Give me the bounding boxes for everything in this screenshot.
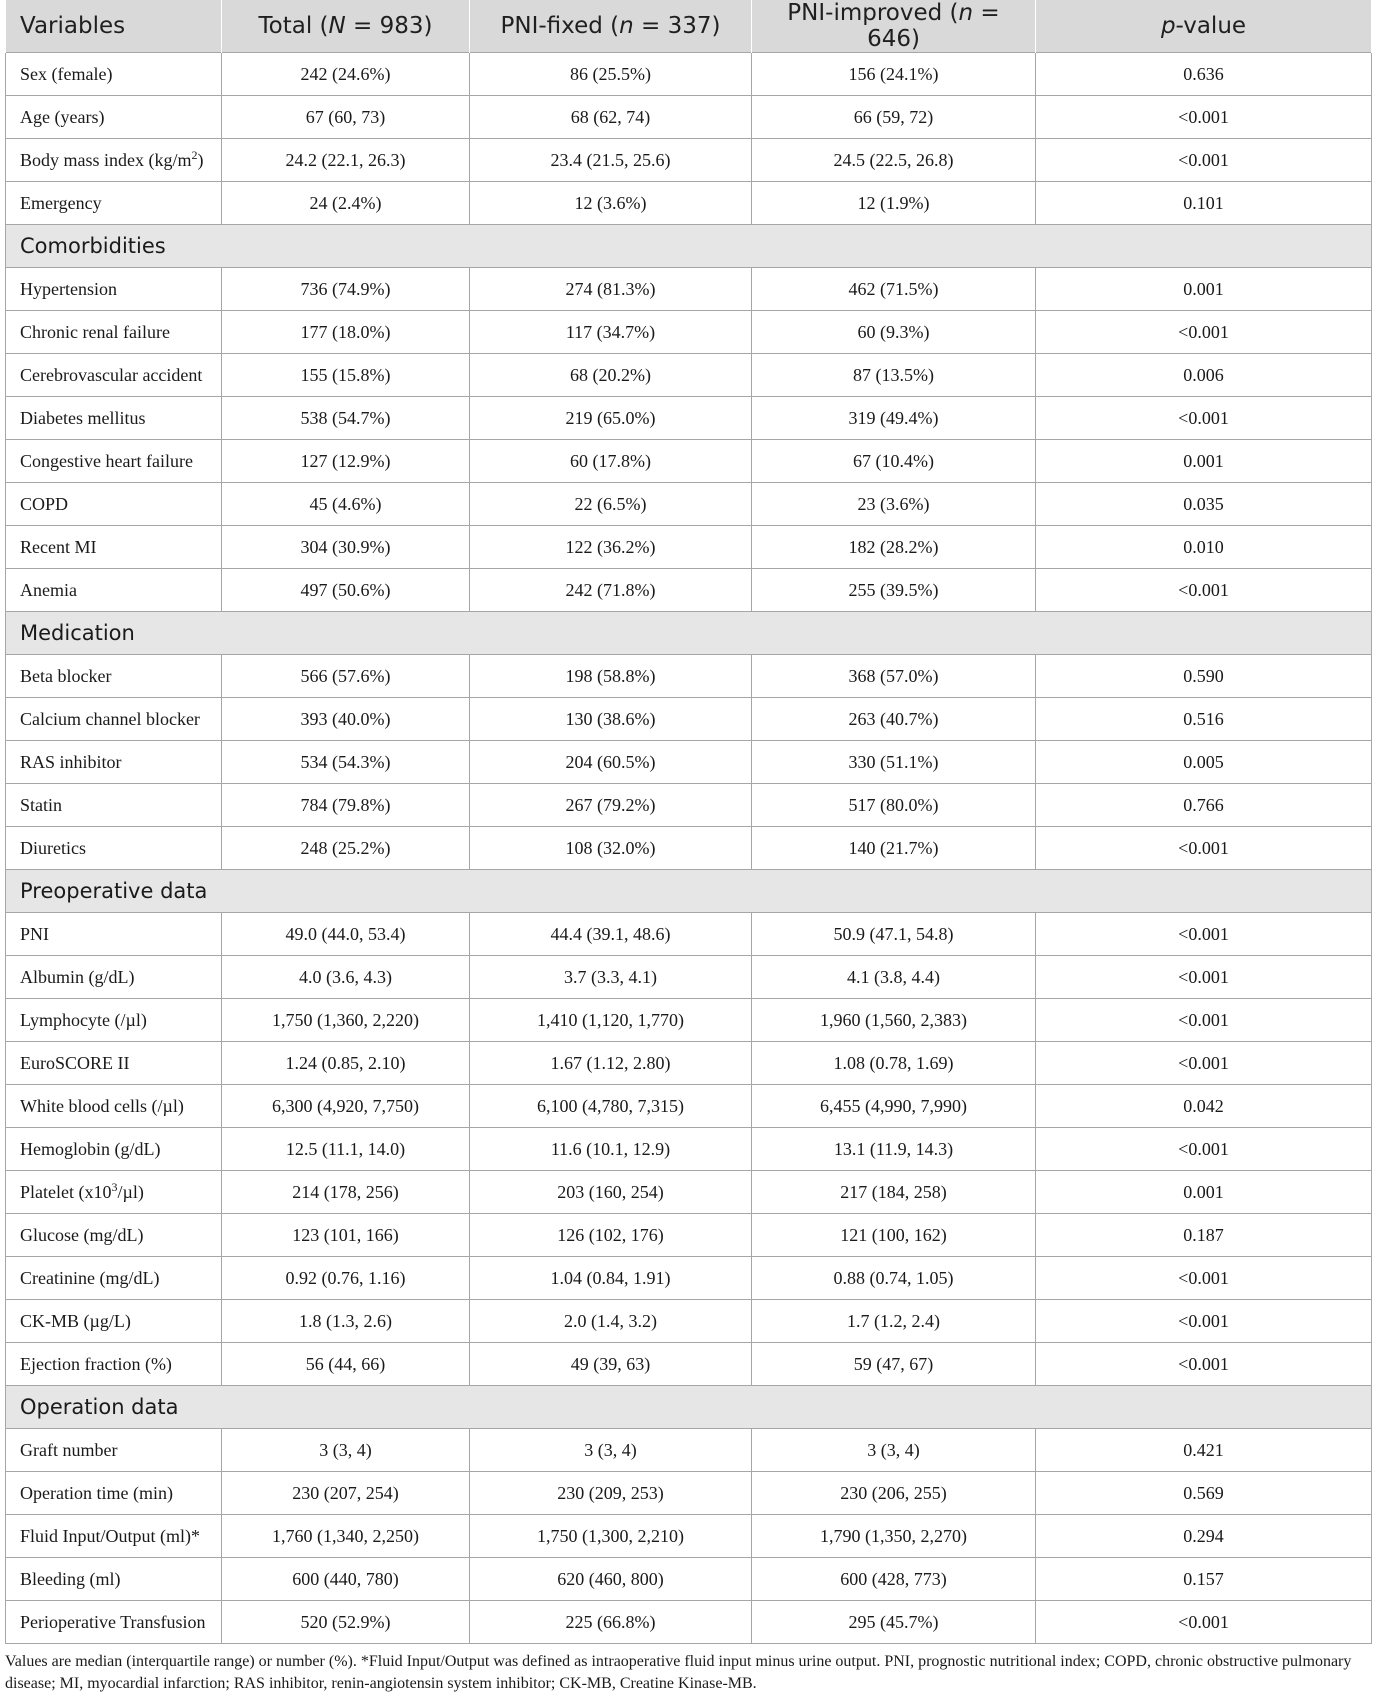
total-cell: 1.24 (0.85, 2.10) (222, 1042, 470, 1085)
pni-improved-cell: 295 (45.7%) (752, 1601, 1036, 1644)
total-cell: 49.0 (44.0, 53.4) (222, 913, 470, 956)
pni-fixed-cell: 126 (102, 176) (470, 1214, 752, 1257)
pni-improved-cell: 230 (206, 255) (752, 1472, 1036, 1515)
total-cell: 6,300 (4,920, 7,750) (222, 1085, 470, 1128)
table-row (6, 741, 1372, 784)
table-row (6, 268, 1372, 311)
pni-improved-cell: 0.88 (0.74, 1.05) (752, 1257, 1036, 1300)
table-row (6, 655, 1372, 698)
section-header-row (6, 1386, 1372, 1429)
variable-label: Diabetes mellitus (6, 397, 222, 440)
pni-fixed-cell: 49 (39, 63) (470, 1343, 752, 1386)
p-value-cell: 0.590 (1036, 655, 1372, 698)
table-row (6, 1257, 1372, 1300)
total-cell: 784 (79.8%) (222, 784, 470, 827)
total-cell: 56 (44, 66) (222, 1343, 470, 1386)
total-cell: 230 (207, 254) (222, 1472, 470, 1515)
pni-fixed-cell: 130 (38.6%) (470, 698, 752, 741)
total-cell: 242 (24.6%) (222, 53, 470, 96)
variable-label: Hemoglobin (g/dL) (6, 1128, 222, 1171)
table-footnote: Values are median (interquartile range) or number (%). *Fluid Input/Output was defined as intraoperative fluid input minus urine output. PNI, prognostic nutritional index; COPD, chronic obstructive pulmonary disease; MI, myocardial infarction; RAS inhibitor, renin-angiotensin system inhibitor; CK-MB, Creatine Kinase-MB. (5, 1653, 1352, 1692)
table-row (6, 956, 1372, 999)
baseline-characteristics-table (5, 0, 1372, 1644)
pni-fixed-cell: 1.04 (0.84, 1.91) (470, 1257, 752, 1300)
section-title: Preoperative data (6, 870, 1372, 913)
table-row (6, 913, 1372, 956)
p-value-cell: <0.001 (1036, 311, 1372, 354)
table-row (6, 440, 1372, 483)
table-row (6, 1085, 1372, 1128)
variable-label: Statin (6, 784, 222, 827)
variable-label: White blood cells (/µl) (6, 1085, 222, 1128)
pni-fixed-cell: 3.7 (3.3, 4.1) (470, 956, 752, 999)
total-cell: 155 (15.8%) (222, 354, 470, 397)
variable-label: Congestive heart failure (6, 440, 222, 483)
header-variables: Variables (6, 0, 222, 53)
pni-improved-cell: 319 (49.4%) (752, 397, 1036, 440)
p-value-cell: 0.569 (1036, 1472, 1372, 1515)
p-value-cell: 0.035 (1036, 483, 1372, 526)
table-row (6, 311, 1372, 354)
p-value-cell: <0.001 (1036, 1343, 1372, 1386)
table-container (5, 0, 1371, 1695)
total-cell: 248 (25.2%) (222, 827, 470, 870)
p-value-cell: <0.001 (1036, 569, 1372, 612)
p-value-cell: <0.001 (1036, 1128, 1372, 1171)
table-row (6, 1429, 1372, 1472)
pni-fixed-cell: 204 (60.5%) (470, 741, 752, 784)
section-title: Medication (6, 612, 1372, 655)
p-value-cell: 0.294 (1036, 1515, 1372, 1558)
p-value-cell: 0.187 (1036, 1214, 1372, 1257)
total-cell: 24 (2.4%) (222, 182, 470, 225)
variable-label: Bleeding (ml) (6, 1558, 222, 1601)
total-cell: 1.8 (1.3, 2.6) (222, 1300, 470, 1343)
variable-label: Diuretics (6, 827, 222, 870)
pni-improved-cell: 67 (10.4%) (752, 440, 1036, 483)
p-value-cell: 0.766 (1036, 784, 1372, 827)
table-row (6, 139, 1372, 182)
total-cell: 123 (101, 166) (222, 1214, 470, 1257)
pni-fixed-cell: 122 (36.2%) (470, 526, 752, 569)
pni-fixed-cell: 60 (17.8%) (470, 440, 752, 483)
table-row (6, 698, 1372, 741)
pni-improved-cell: 1.08 (0.78, 1.69) (752, 1042, 1036, 1085)
pni-fixed-cell: 1,410 (1,120, 1,770) (470, 999, 752, 1042)
p-value-cell: <0.001 (1036, 1257, 1372, 1300)
pni-fixed-cell: 198 (58.8%) (470, 655, 752, 698)
variable-label: Operation time (min) (6, 1472, 222, 1515)
table-row (6, 1300, 1372, 1343)
header-row (6, 0, 1372, 53)
pni-improved-cell: 156 (24.1%) (752, 53, 1036, 96)
pni-improved-cell: 1,790 (1,350, 2,270) (752, 1515, 1036, 1558)
pni-fixed-cell: 3 (3, 4) (470, 1429, 752, 1472)
pni-fixed-cell: 12 (3.6%) (470, 182, 752, 225)
p-value-cell: 0.157 (1036, 1558, 1372, 1601)
total-cell: 538 (54.7%) (222, 397, 470, 440)
variable-label: Glucose (mg/dL) (6, 1214, 222, 1257)
table-row (6, 1472, 1372, 1515)
table-row (6, 1128, 1372, 1171)
total-cell: 534 (54.3%) (222, 741, 470, 784)
pni-improved-cell: 12 (1.9%) (752, 182, 1036, 225)
pni-improved-cell: 87 (13.5%) (752, 354, 1036, 397)
variable-label: Graft number (6, 1429, 222, 1472)
total-cell: 393 (40.0%) (222, 698, 470, 741)
pni-improved-cell: 517 (80.0%) (752, 784, 1036, 827)
pni-fixed-cell: 22 (6.5%) (470, 483, 752, 526)
section-title: Operation data (6, 1386, 1372, 1429)
table-row (6, 1515, 1372, 1558)
header-total: Total (N = 983) (222, 0, 470, 53)
p-value-cell: 0.010 (1036, 526, 1372, 569)
pni-fixed-cell: 68 (62, 74) (470, 96, 752, 139)
p-value-cell: 0.005 (1036, 741, 1372, 784)
total-cell: 12.5 (11.1, 14.0) (222, 1128, 470, 1171)
p-value-cell: 0.042 (1036, 1085, 1372, 1128)
total-cell: 214 (178, 256) (222, 1171, 470, 1214)
pni-improved-cell: 6,455 (4,990, 7,990) (752, 1085, 1036, 1128)
table-row (6, 569, 1372, 612)
variable-label: Hypertension (6, 268, 222, 311)
p-value-cell: <0.001 (1036, 397, 1372, 440)
section-title: Comorbidities (6, 225, 1372, 268)
p-value-cell: 0.516 (1036, 698, 1372, 741)
variable-label: Beta blocker (6, 655, 222, 698)
variable-label: Emergency (6, 182, 222, 225)
table-row (6, 354, 1372, 397)
pni-fixed-cell: 230 (209, 253) (470, 1472, 752, 1515)
pni-fixed-cell: 11.6 (10.1, 12.9) (470, 1128, 752, 1171)
variable-label: Calcium channel blocker (6, 698, 222, 741)
table-row (6, 1171, 1372, 1214)
variable-label: Anemia (6, 569, 222, 612)
pni-improved-cell: 23 (3.6%) (752, 483, 1036, 526)
pni-fixed-cell: 6,100 (4,780, 7,315) (470, 1085, 752, 1128)
variable-label: Fluid Input/Output (ml)* (6, 1515, 222, 1558)
pni-fixed-cell: 203 (160, 254) (470, 1171, 752, 1214)
variable-label: Platelet $(x10^3/\mu l)$ (6, 1171, 222, 1214)
pni-improved-cell: 24.5 (22.5, 26.8) (752, 139, 1036, 182)
variable-label: Body mass index $(kg/m^2)$ (6, 139, 222, 182)
total-cell: 0.92 (0.76, 1.16) (222, 1257, 470, 1300)
header-p-value: p-value (1036, 0, 1372, 53)
header-pni-improved: PNI-improved (n = 646) (752, 0, 1036, 53)
table-row (6, 96, 1372, 139)
pni-fixed-cell: 242 (71.8%) (470, 569, 752, 612)
table-row (6, 397, 1372, 440)
variable-label: Sex (female) (6, 53, 222, 96)
superscript: 2 (191, 147, 198, 162)
table-row (6, 1042, 1372, 1085)
pni-improved-cell: 66 (59, 72) (752, 96, 1036, 139)
pni-improved-cell: 121 (100, 162) (752, 1214, 1036, 1257)
p-value-cell: 0.101 (1036, 182, 1372, 225)
variable-label: Recent MI (6, 526, 222, 569)
header-pni-fixed: PNI-fixed (n = 337) (470, 0, 752, 53)
variable-label: Chronic renal failure (6, 311, 222, 354)
p-value-cell: <0.001 (1036, 999, 1372, 1042)
pni-improved-cell: 368 (57.0%) (752, 655, 1036, 698)
pni-improved-cell: 3 (3, 4) (752, 1429, 1036, 1472)
pni-improved-cell: 140 (21.7%) (752, 827, 1036, 870)
pni-fixed-cell: 219 (65.0%) (470, 397, 752, 440)
total-cell: 497 (50.6%) (222, 569, 470, 612)
pni-improved-cell: 182 (28.2%) (752, 526, 1036, 569)
pni-improved-cell: 59 (47, 67) (752, 1343, 1036, 1386)
table-row (6, 53, 1372, 96)
variable-label: Creatinine (mg/dL) (6, 1257, 222, 1300)
p-value-cell: <0.001 (1036, 1601, 1372, 1644)
variable-label: Ejection fraction (%) (6, 1343, 222, 1386)
table-row (6, 1601, 1372, 1644)
total-cell: 67 (60, 73) (222, 96, 470, 139)
pni-improved-cell: 4.1 (3.8, 4.4) (752, 956, 1036, 999)
pni-fixed-cell: 225 (66.8%) (470, 1601, 752, 1644)
section-header-row (6, 612, 1372, 655)
p-value-cell: 0.006 (1036, 354, 1372, 397)
pni-fixed-cell: 620 (460, 800) (470, 1558, 752, 1601)
total-cell: 127 (12.9%) (222, 440, 470, 483)
section-header-row (6, 225, 1372, 268)
table-row (6, 1558, 1372, 1601)
total-cell: 24.2 (22.1, 26.3) (222, 139, 470, 182)
variable-label: RAS inhibitor (6, 741, 222, 784)
variable-label: PNI (6, 913, 222, 956)
variable-label: Age (years) (6, 96, 222, 139)
superscript: 3 (111, 1179, 118, 1194)
total-cell: 3 (3, 4) (222, 1429, 470, 1472)
total-cell: 177 (18.0%) (222, 311, 470, 354)
pni-improved-cell: 1,960 (1,560, 2,383) (752, 999, 1036, 1042)
total-cell: 45 (4.6%) (222, 483, 470, 526)
p-value-cell: <0.001 (1036, 827, 1372, 870)
pni-improved-cell: 1.7 (1.2, 2.4) (752, 1300, 1036, 1343)
pni-fixed-cell: 86 (25.5%) (470, 53, 752, 96)
p-value-cell: 0.001 (1036, 440, 1372, 483)
pni-improved-cell: 330 (51.1%) (752, 741, 1036, 784)
pni-improved-cell: 462 (71.5%) (752, 268, 1036, 311)
total-cell: 1,760 (1,340, 2,250) (222, 1515, 470, 1558)
total-cell: 566 (57.6%) (222, 655, 470, 698)
pni-improved-cell: 263 (40.7%) (752, 698, 1036, 741)
total-cell: 520 (52.9%) (222, 1601, 470, 1644)
p-value-cell: <0.001 (1036, 96, 1372, 139)
pni-fixed-cell: 267 (79.2%) (470, 784, 752, 827)
pni-fixed-cell: 274 (81.3%) (470, 268, 752, 311)
table-row (6, 999, 1372, 1042)
variable-label: EuroSCORE II (6, 1042, 222, 1085)
pni-fixed-cell: 1,750 (1,300, 2,210) (470, 1515, 752, 1558)
variable-label: Lymphocyte (/µl) (6, 999, 222, 1042)
pni-fixed-cell: 68 (20.2%) (470, 354, 752, 397)
table-row (6, 1214, 1372, 1257)
pni-improved-cell: 50.9 (47.1, 54.8) (752, 913, 1036, 956)
section-header-row (6, 870, 1372, 913)
variable-label: Albumin (g/dL) (6, 956, 222, 999)
total-cell: 736 (74.9%) (222, 268, 470, 311)
table-row (6, 1343, 1372, 1386)
p-value-cell: <0.001 (1036, 1042, 1372, 1085)
pni-fixed-cell: 23.4 (21.5, 25.6) (470, 139, 752, 182)
table-body (6, 53, 1372, 1644)
total-cell: 4.0 (3.6, 4.3) (222, 956, 470, 999)
p-value-cell: <0.001 (1036, 139, 1372, 182)
pni-improved-cell: 255 (39.5%) (752, 569, 1036, 612)
p-value-cell: <0.001 (1036, 1300, 1372, 1343)
pni-improved-cell: 60 (9.3%) (752, 311, 1036, 354)
variable-label: COPD (6, 483, 222, 526)
table-row (6, 827, 1372, 870)
total-cell: 304 (30.9%) (222, 526, 470, 569)
variable-label: Cerebrovascular accident (6, 354, 222, 397)
total-cell: 1,750 (1,360, 2,220) (222, 999, 470, 1042)
p-value-cell: 0.001 (1036, 1171, 1372, 1214)
pni-improved-cell: 217 (184, 258) (752, 1171, 1036, 1214)
pni-fixed-cell: 1.67 (1.12, 2.80) (470, 1042, 752, 1085)
pni-fixed-cell: 2.0 (1.4, 3.2) (470, 1300, 752, 1343)
pni-improved-cell: 600 (428, 773) (752, 1558, 1036, 1601)
variable-label: Perioperative Transfusion (6, 1601, 222, 1644)
pni-fixed-cell: 44.4 (39.1, 48.6) (470, 913, 752, 956)
table-row (6, 483, 1372, 526)
p-value-cell: <0.001 (1036, 913, 1372, 956)
p-value-cell: 0.001 (1036, 268, 1372, 311)
total-cell: 600 (440, 780) (222, 1558, 470, 1601)
table-row (6, 182, 1372, 225)
p-value-cell: 0.421 (1036, 1429, 1372, 1472)
variable-label: CK-MB (µg/L) (6, 1300, 222, 1343)
table-row (6, 784, 1372, 827)
pni-improved-cell: 13.1 (11.9, 14.3) (752, 1128, 1036, 1171)
p-value-cell: 0.636 (1036, 53, 1372, 96)
p-value-cell: <0.001 (1036, 956, 1372, 999)
table-row (6, 526, 1372, 569)
pni-fixed-cell: 117 (34.7%) (470, 311, 752, 354)
pni-fixed-cell: 108 (32.0%) (470, 827, 752, 870)
